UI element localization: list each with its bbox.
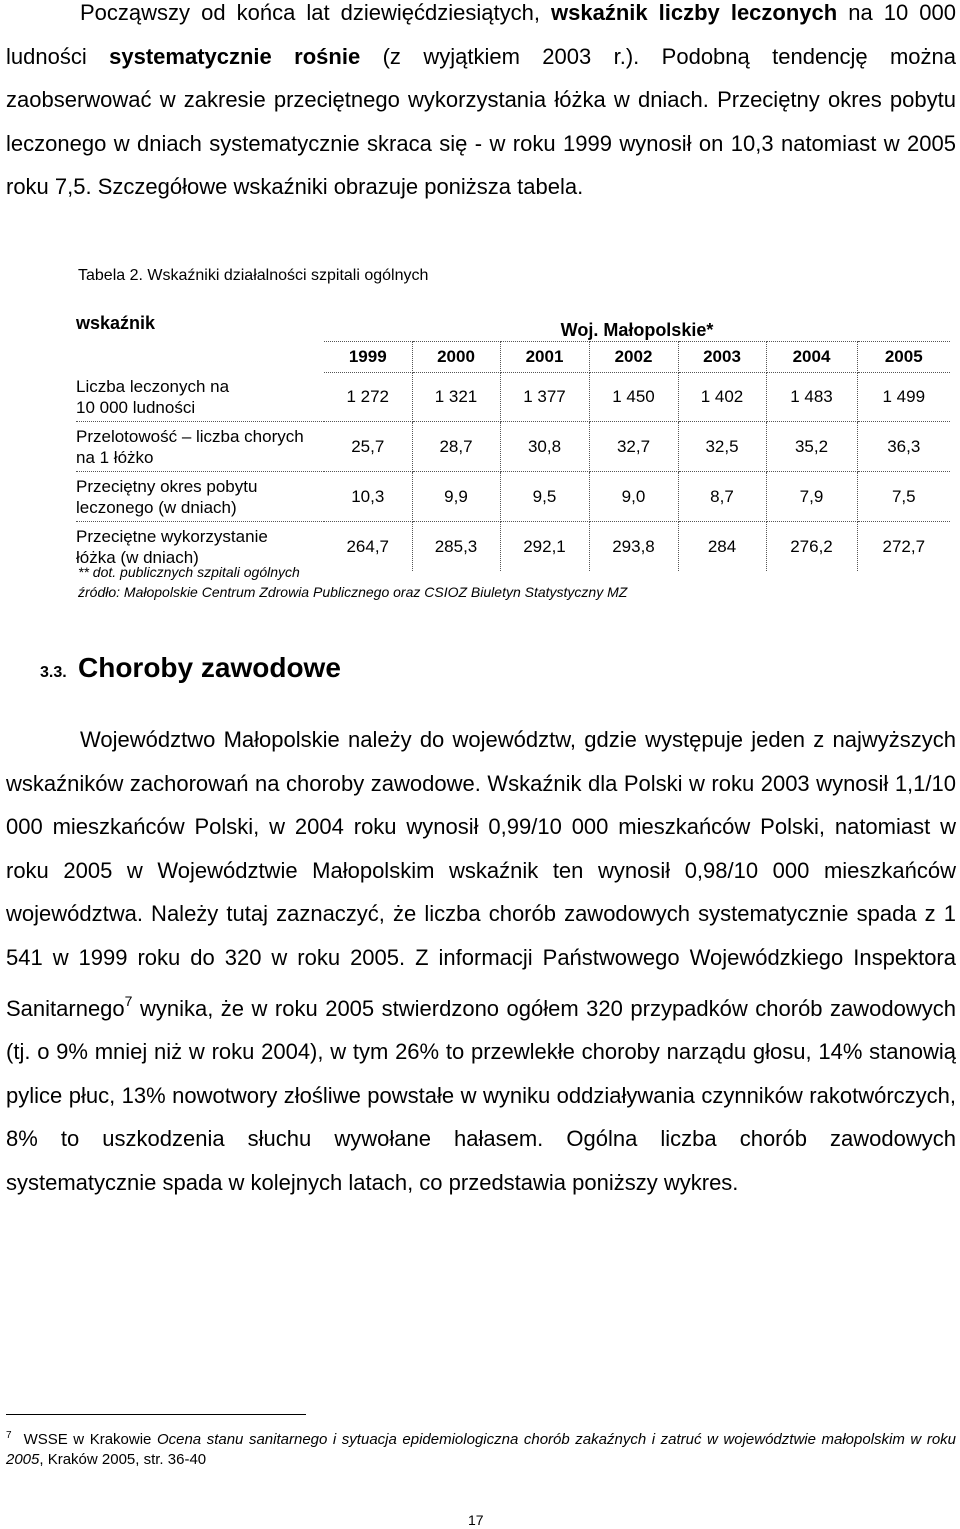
footnote-separator xyxy=(6,1414,306,1415)
row-label xyxy=(76,472,324,522)
table-cell: 1 402 xyxy=(678,372,766,422)
bold-run: systematycznie rośnie xyxy=(109,43,361,69)
table-cell: 32,7 xyxy=(589,422,678,472)
table-cell: 284 xyxy=(678,522,766,572)
text-run: WSSE w Krakowie xyxy=(23,1431,157,1448)
table-caption: Tabela 2. Wskaźniki działalności szpitali ogólnych xyxy=(78,267,429,284)
table-cell: 276,2 xyxy=(766,522,857,572)
occupational-diseases-paragraph xyxy=(6,718,956,1205)
row-label-line: Przeciętne wykorzystanie xyxy=(76,526,268,546)
row-label xyxy=(76,422,324,472)
section-heading xyxy=(40,652,341,684)
text-run: (z wyjątkiem 2003 r.). Podobną tendencję można zaobserwować w zakresie przeciętnego wykorzystania łóżka w dniach. Przeciętny okres pobytu leczonego w dniach systematycznie skraca się - w roku 1999 wynosił on 10,3 natomiast w 2005 roku 7,5. Szczegółowe wskaźniki obrazuje poniższa tabela. xyxy=(6,43,957,200)
table-cell: 32,5 xyxy=(678,422,766,472)
section-title: Choroby zawodowe xyxy=(78,652,341,683)
table-cell: 9,0 xyxy=(589,472,678,522)
row-label xyxy=(76,372,324,422)
page-number: 17 xyxy=(468,1512,484,1528)
table-cell: 9,5 xyxy=(500,472,589,522)
table-cell: 272,7 xyxy=(882,536,926,556)
table-cell: 1 377 xyxy=(500,372,589,422)
intro-paragraph xyxy=(6,0,956,209)
text-run: wynika, że w roku 2005 stwierdzono ogółem 320 przypadków chorób zawodowych (tj. o 9% mniej niż w roku 2004), w tym 26% to przewlekłe choroby narządu głosu, 14% stanowią pylice płuc, 13% nowotwory złośliwe powstałe w wyniku oddziaływania czynników rakotwórczych, 8% to uszkodzenia słuchu wywołane hałasem. Ogólna liczba chorób zawodowych systematycznie spada w kolejnych latach, co przedstawia poniższy wykres. xyxy=(6,995,956,1195)
section-number: 3.3. xyxy=(40,664,67,681)
table-source: źródło: Małopolskie Centrum Zdrowia Publicznego oraz CSIOZ Biuletyn Statystyczny MZ xyxy=(78,584,628,600)
row-label-line: Przelotowość – liczba chorych xyxy=(76,426,304,446)
row-label-line: łóżka (w dniach) xyxy=(76,547,199,567)
italic-run: Ocena stanu sanitarnego i sytuacja epidemiologiczna chorób zakaźnych i zatruć w województwie małopolskim w roku 2005 xyxy=(6,1431,957,1468)
text-run: , Kraków 2005, str. 36-40 xyxy=(39,1451,207,1468)
table-cell: 1 321 xyxy=(412,372,500,422)
table-cell: 30,8 xyxy=(500,422,589,472)
table-note: ** dot. publicznych szpitali ogólnych xyxy=(78,564,300,580)
table-cell: 285,3 xyxy=(412,522,500,572)
table-row xyxy=(76,422,950,472)
year-header: 2000 xyxy=(412,341,500,372)
region-header: Woj. Małopolskie* xyxy=(560,319,714,340)
footnote xyxy=(6,1426,956,1470)
row-label-line: na 1 łóżko xyxy=(76,447,154,467)
year-header: 2005 xyxy=(857,341,950,372)
table-row xyxy=(76,372,950,422)
footnote-number: 7 xyxy=(6,1430,12,1441)
table-cell: 28,7 xyxy=(412,422,500,472)
year-header: 2004 xyxy=(766,341,857,372)
indicators-table xyxy=(76,305,950,571)
table-notes xyxy=(78,562,627,602)
table-cell: 35,2 xyxy=(766,422,857,472)
table-cell: 264,7 xyxy=(324,522,412,572)
text-run: na 10 000 ludności xyxy=(6,0,956,69)
table-cell: 9,9 xyxy=(412,472,500,522)
table-cell: 25,7 xyxy=(324,422,412,472)
indicator-column-header: wskaźnik xyxy=(76,312,156,333)
table-cell: 7,5 xyxy=(857,472,950,522)
row-label-line: 10 000 ludności xyxy=(76,397,196,417)
table-cell: 8,7 xyxy=(678,472,766,522)
bold-run: wskaźnik liczby leczonych xyxy=(551,0,838,25)
table-cell: 36,3 xyxy=(857,422,950,472)
row-label-line: Przeciętny okres pobytu xyxy=(76,476,258,496)
year-header: 2002 xyxy=(589,341,678,372)
table-cell: 10,3 xyxy=(324,472,412,522)
year-header: 1999 xyxy=(324,341,412,372)
text-run: Województwo Małopolskie należy do województw, gdzie występuje jeden z najwyższych wskaźników zachorowań na choroby zawodowe. Wskaźnik dla Polski w roku 2003 wynosił 1,1/10 000 mieszkańców Polski, w 2004 roku wynosił 0,99/10 000 mieszkańców Polski, natomiast w roku 2005 w Województwie Małopolskim wskaźnik ten wynosił 0,98/10 000 mieszkańców województwa. Należy tutaj zaznaczyć, że liczba chorób zawodowych systematycznie spada z 1 541 w 1999 roku do 320 w roku 2005. Z informacji Państwowego Wojewódzkiego Inspektora Sanitarnego xyxy=(6,727,956,1021)
table-cell: 1 499 xyxy=(857,372,950,422)
year-header: 2001 xyxy=(500,341,589,372)
table-cell: 293,8 xyxy=(589,522,678,572)
table-cell: 1 483 xyxy=(766,372,857,422)
year-header: 2003 xyxy=(678,341,766,372)
table-cell: 1 272 xyxy=(324,372,412,422)
row-label-line: Liczba leczonych na xyxy=(76,376,230,396)
table-row xyxy=(76,472,950,522)
empty-cell xyxy=(76,341,324,372)
text-run: Począwszy od końca lat dziewięćdziesiątych, xyxy=(80,0,551,25)
footnote-reference[interactable]: 7 xyxy=(124,992,133,1009)
table-cell: 292,1 xyxy=(500,522,589,572)
row-label-line: leczonego (w dniach) xyxy=(76,497,237,517)
table-cell: 7,9 xyxy=(766,472,857,522)
table-cell: 1 450 xyxy=(589,372,678,422)
